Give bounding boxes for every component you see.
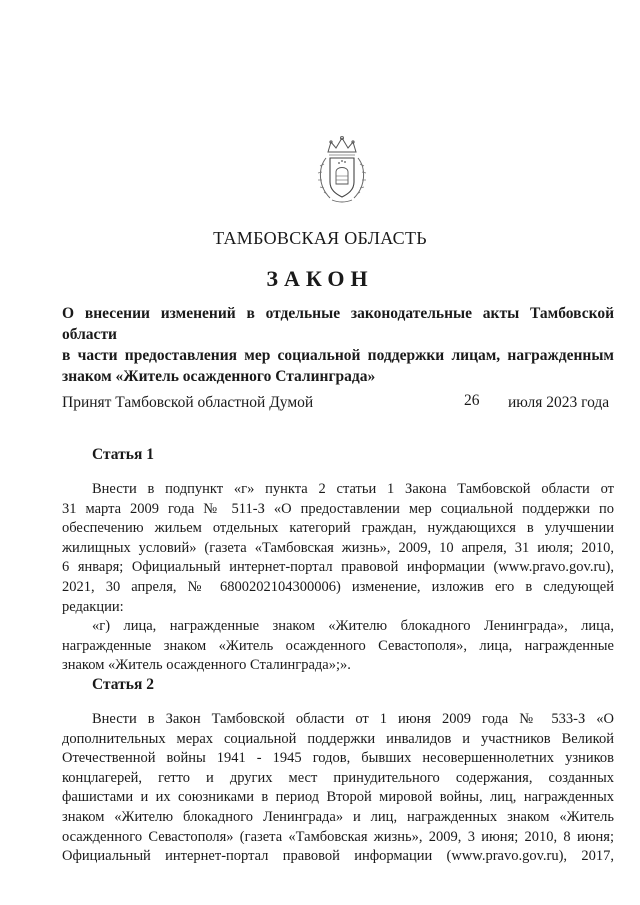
text-line: «г) лица, награжденные знаком «Жителю блокадного Ленинграда», лица, xyxy=(92,618,614,635)
text-line: Внести в Закон Тамбовской области от 1 июня 2009 года № 533-З «О xyxy=(92,711,614,727)
text-line: знаком «Жителю блокадного Ленинграда» и лиц, награжденных знаком «Житель xyxy=(62,808,614,825)
document-type: ЗАКОН xyxy=(266,266,374,291)
adoption-day: 26 xyxy=(464,392,480,409)
text-line: фашистами и их союзниками в период Второй мировой войны, лиц, награжденных xyxy=(62,789,614,806)
region-title: ТАМБОВСКАЯ ОБЛАСТЬ xyxy=(213,228,427,248)
text-line: обеспечению жильем отдельных категорий граждан, нуждающихся в улучшении xyxy=(62,520,614,537)
law-heading-line: в части предоставления мер социальной поддержки лицам, награжденным xyxy=(62,347,614,364)
article-1-text xyxy=(62,480,614,676)
text-line: Внести в подпункт «г» пункта 2 статьи 1 Закона Тамбовской области от xyxy=(92,481,614,497)
text-line: концлагерей, гетто и других мест принудительного содержания, созданных xyxy=(62,769,614,786)
text-line: дополнительных мерах социальной поддержки инвалидов и участников Великой xyxy=(62,730,614,747)
text-line: Официальный интернет-портал правовой информации (www.pravo.gov.ru), 2017, xyxy=(62,848,614,865)
text-line: 6 января; Официальный интернет-портал правовой информации (www.pravo.gov.ru), xyxy=(62,559,614,576)
article-2-title: Статья 2 xyxy=(92,676,154,693)
adoption-month-year: июля 2023 года xyxy=(508,394,610,411)
text-line: знаком «Житель осажденного Сталинграда»;». xyxy=(62,657,351,674)
text-line: Отечественной войны 1941 - 1945 годов, бывших несовершеннолетних узников xyxy=(62,750,614,767)
tambov-coat-of-arms-icon xyxy=(316,134,368,206)
law-heading-line: О внесении изменений в отдельные законодательные акты Тамбовской области xyxy=(62,305,614,343)
article-1-title: Статья 1 xyxy=(92,446,154,463)
law-heading-line: знаком «Житель осажденного Сталинграда» xyxy=(62,368,376,385)
adopted-by: Принят Тамбовской областной Думой xyxy=(62,394,314,411)
article-2-text xyxy=(62,710,614,867)
text-line: 31 марта 2009 года № 511-З «О предоставлении мер социальной поддержки по xyxy=(62,500,614,517)
text-line: осажденного Севастополя» (газета «Тамбовская жизнь», 2009, 3 июня; 2010, 8 июня; xyxy=(62,828,614,845)
text-line: жилищных условий» (газета «Тамбовская жизнь», 2009, 10 апреля, 31 июля; 2010, xyxy=(62,539,614,556)
text-line: награжденные знаком «Житель осажденного Севастополя», лица, награжденные xyxy=(62,637,614,654)
text-line: редакции: xyxy=(62,598,124,615)
law-heading xyxy=(62,303,614,387)
text-line: 2021, 30 апреля, № 6800202104300006) изменение, изложив его в следующей xyxy=(62,578,614,595)
